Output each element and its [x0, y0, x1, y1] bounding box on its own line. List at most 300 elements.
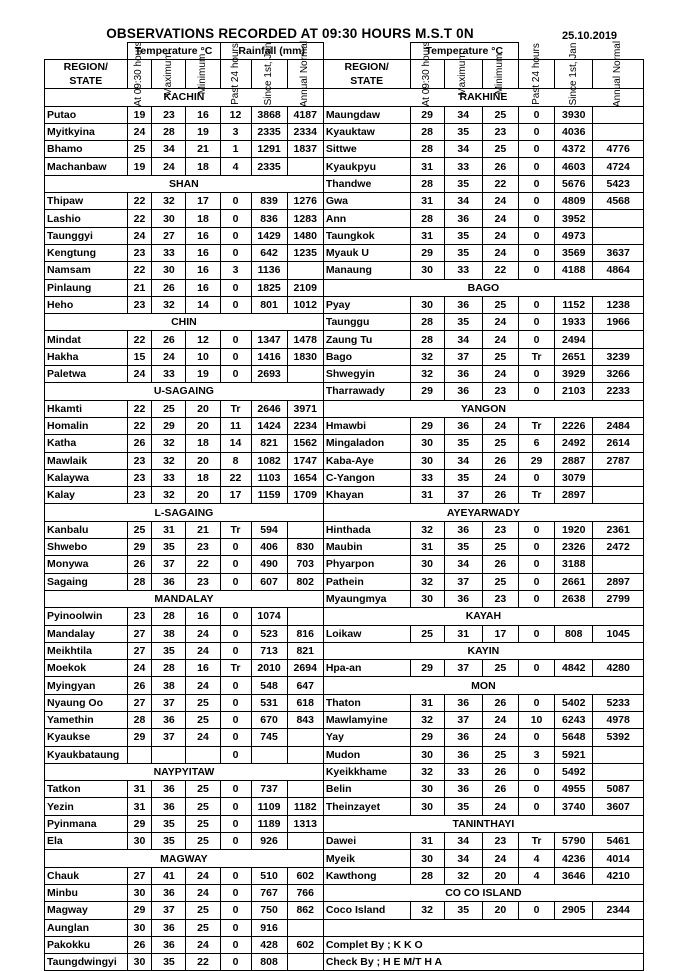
temp-0930-value: 23 [127, 608, 152, 625]
temp-min-value: 24 [482, 331, 518, 348]
rain-annual-normal-value: 843 [287, 711, 323, 728]
temp-0930-value: 27 [127, 694, 152, 711]
station-name: Taungdwingyi [45, 954, 128, 971]
rain-since-jan-value: 1074 [251, 608, 287, 625]
rain-annual-normal-value [287, 521, 323, 538]
station-name: Aunglan [45, 919, 128, 936]
temp-min-value: 24 [482, 366, 518, 383]
station-name: Hakha [45, 348, 128, 365]
temp-min-value: 24 [186, 729, 220, 746]
station-name: Chauk [45, 867, 128, 884]
rain-since-jan-value: 2494 [555, 331, 593, 348]
table-row [45, 625, 644, 642]
rain-annual-normal-value: 802 [287, 573, 323, 590]
rain-24h-value: 0 [220, 884, 251, 901]
temp-max-value: 35 [444, 227, 482, 244]
temp-0930-value: 28 [127, 573, 152, 590]
station-name: Kengtung [45, 244, 128, 261]
temp-min-value: 16 [186, 106, 220, 123]
table-row [45, 366, 644, 383]
rain-24h-value: 0 [518, 227, 554, 244]
rain-24h-value: 4 [220, 158, 251, 175]
temp-0930-value: 24 [127, 366, 152, 383]
temp-max-value: 34 [444, 331, 482, 348]
temp-0930-value: 27 [127, 867, 152, 884]
rain-since-jan-value: 2335 [251, 158, 287, 175]
temp-min-value: 12 [186, 331, 220, 348]
rain-annual-normal-value [287, 262, 323, 279]
rain-24h-value: 0 [518, 590, 554, 607]
rain-annual-normal-value: 1045 [593, 625, 644, 642]
temp-max-value: 35 [444, 244, 482, 261]
temp-max-value: 26 [152, 279, 186, 296]
temp-max-value: 38 [152, 625, 186, 642]
station-name: Mingaladon [323, 435, 410, 452]
temp-max-value: 28 [152, 660, 186, 677]
rain-since-jan-value: 2693 [251, 366, 287, 383]
temp-0930-value: 30 [410, 296, 444, 313]
table-row [45, 608, 644, 625]
station-name: Taungkok [323, 227, 410, 244]
section-header: SHAN [45, 175, 324, 192]
rain-annual-normal-value: 618 [287, 694, 323, 711]
temp-min-value: 24 [482, 244, 518, 261]
station-name: Machanbaw [45, 158, 128, 175]
col-annual-left: Annual Normal [287, 60, 323, 89]
rain-annual-normal-value [593, 106, 644, 123]
report-title: OBSERVATIONS RECORDED AT 09:30 HOURS M.S.T 0N [106, 26, 474, 41]
temp-max-value: 32 [152, 193, 186, 210]
rain-annual-normal-value: 4864 [593, 262, 644, 279]
temp-max-value: 32 [152, 296, 186, 313]
temp-0930-value: 26 [127, 936, 152, 953]
rain-since-jan-value: 4236 [555, 850, 593, 867]
rain-annual-normal-value: 1966 [593, 314, 644, 331]
station-name: Khayan [323, 487, 410, 504]
temp-min-value: 24 [482, 729, 518, 746]
temp-0930-value: 21 [127, 279, 152, 296]
rain-24h-value: 0 [518, 331, 554, 348]
rain-annual-normal-value [593, 331, 644, 348]
station-name: Kalaywa [45, 469, 128, 486]
temp-0930-value: 24 [127, 227, 152, 244]
table-row [45, 193, 644, 210]
rain-24h-value: 0 [220, 366, 251, 383]
rain-24h-value: 22 [220, 469, 251, 486]
rain-24h-value: 0 [220, 919, 251, 936]
rain-since-jan-value: 821 [251, 435, 287, 452]
temp-max-value: 34 [444, 556, 482, 573]
temp-min-value: 25 [186, 711, 220, 728]
rain-annual-normal-value: 2361 [593, 521, 644, 538]
temp-max-value: 35 [444, 314, 482, 331]
col-past24-right: Past 24 hours [518, 60, 554, 89]
rain-annual-normal-value: 1747 [287, 452, 323, 469]
observations-table [44, 42, 644, 971]
rain-24h-value: 0 [220, 244, 251, 261]
temp-0930-value: 31 [410, 694, 444, 711]
temp-max-value: 23 [152, 106, 186, 123]
rain-annual-normal-value: 1654 [287, 469, 323, 486]
rain-annual-normal-value: 1562 [287, 435, 323, 452]
section-header: YANGON [323, 400, 643, 417]
rain-annual-normal-value: 5392 [593, 729, 644, 746]
rain-annual-normal-value: 816 [287, 625, 323, 642]
col-max-left: Maximum [152, 60, 186, 89]
temp-max-value: 30 [152, 262, 186, 279]
rain-annual-normal-value: 5461 [593, 833, 644, 850]
temp-max-value: 33 [152, 366, 186, 383]
temp-0930-value: 28 [410, 141, 444, 158]
rain-annual-normal-value: 2109 [287, 279, 323, 296]
station-name: Pyay [323, 296, 410, 313]
temp-min-value: 16 [186, 244, 220, 261]
table-row [45, 106, 644, 123]
temp-min-value: 16 [186, 608, 220, 625]
temp-min-value: 24 [186, 936, 220, 953]
rain-24h-value: 4 [518, 850, 554, 867]
temp-0930-value: 28 [410, 867, 444, 884]
station-name: Myeik [323, 850, 410, 867]
temp-max-value: 37 [152, 729, 186, 746]
station-name: Taunggyi [45, 227, 128, 244]
temp-min-value: 24 [186, 884, 220, 901]
station-name: Meikhtila [45, 642, 128, 659]
temp-min-value: 23 [482, 123, 518, 140]
table-row [45, 175, 644, 192]
temp-min-value: 25 [186, 833, 220, 850]
station-name: Nyaung Oo [45, 694, 128, 711]
rain-24h-value: 0 [518, 383, 554, 400]
station-name: Dawei [323, 833, 410, 850]
rain-since-jan-value: 1933 [555, 314, 593, 331]
temp-max-value: 36 [444, 694, 482, 711]
section-header: L-SAGAING [45, 504, 324, 521]
rain-annual-normal-value: 1830 [287, 348, 323, 365]
temp-0930-value: 31 [127, 781, 152, 798]
temp-max-value: 36 [444, 296, 482, 313]
temp-min-value: 20 [186, 487, 220, 504]
temp-0930-value: 22 [127, 262, 152, 279]
rain-since-jan-value: 4188 [555, 262, 593, 279]
temp-0930-value: 29 [410, 660, 444, 677]
rain-since-jan-value: 1189 [251, 815, 287, 832]
station-name: Mudon [323, 746, 410, 763]
station-name: Bhamo [45, 141, 128, 158]
rain-since-jan-value: 2661 [555, 573, 593, 590]
section-header: MON [323, 677, 643, 694]
temp-max-value: 37 [444, 573, 482, 590]
rain-since-jan-value: 5492 [555, 763, 593, 780]
table-row [45, 746, 644, 763]
rain-annual-normal-value: 2472 [593, 539, 644, 556]
temp-0930-value: 31 [410, 487, 444, 504]
rain-24h-value: 0 [220, 348, 251, 365]
rain-24h-value: 8 [220, 452, 251, 469]
rain-since-jan-value: 750 [251, 902, 287, 919]
rain-annual-normal-value: 703 [287, 556, 323, 573]
rain-since-jan-value: 713 [251, 642, 287, 659]
temp-max-value: 36 [444, 417, 482, 434]
rain-annual-normal-value: 2614 [593, 435, 644, 452]
rain-annual-normal-value: 3637 [593, 244, 644, 261]
rain-annual-normal-value: 2897 [593, 573, 644, 590]
temp-max-value: 25 [152, 400, 186, 417]
station-name: Shwegyin [323, 366, 410, 383]
rain-24h-value: 0 [220, 711, 251, 728]
rain-since-jan-value: 916 [251, 919, 287, 936]
temp-min-value: 24 [482, 417, 518, 434]
rain-24h-value: 0 [220, 642, 251, 659]
rain-annual-normal-value: 2344 [593, 902, 644, 919]
temp-0930-value: 22 [127, 210, 152, 227]
rain-annual-normal-value: 4724 [593, 158, 644, 175]
rain-24h-value: 0 [220, 279, 251, 296]
rain-24h-value: 0 [220, 902, 251, 919]
rain-annual-normal-value [287, 608, 323, 625]
station-name: Myaungmya [323, 590, 410, 607]
rain-since-jan-value: 3930 [555, 106, 593, 123]
rain-annual-normal-value: 3266 [593, 366, 644, 383]
table-row [45, 123, 644, 140]
table-row [45, 244, 644, 261]
station-name: Mawlamyine [323, 711, 410, 728]
section-header: BAGO [323, 279, 643, 296]
temp-min-value: 25 [186, 694, 220, 711]
rain-24h-value: 0 [518, 539, 554, 556]
rain-since-jan-value: 3079 [555, 469, 593, 486]
rain-24h-value: Tr [220, 400, 251, 417]
rain-24h-value: 29 [518, 452, 554, 469]
rain-annual-normal-value [287, 729, 323, 746]
temp-0930-value: 28 [410, 331, 444, 348]
temp-0930-value: 30 [410, 746, 444, 763]
table-row [45, 348, 644, 365]
station-name: Pakokku [45, 936, 128, 953]
rain-24h-value: 0 [518, 262, 554, 279]
temp-max-value: 34 [152, 141, 186, 158]
station-name: Kyeikkhame [323, 763, 410, 780]
rain-since-jan-value: 808 [555, 625, 593, 642]
temp-min-value: 18 [186, 210, 220, 227]
rain-since-jan-value: 510 [251, 867, 287, 884]
section-header: MAGWAY [45, 850, 324, 867]
rain-annual-normal-value: 1238 [593, 296, 644, 313]
temp-min-value: 24 [482, 193, 518, 210]
rain-24h-value: 0 [518, 296, 554, 313]
col-sincejan-right: Since 1st, Jan [555, 60, 593, 89]
rain-24h-value: 3 [220, 262, 251, 279]
table-row [45, 954, 644, 971]
temp-max-value: 33 [444, 158, 482, 175]
temp-min-value: 18 [186, 469, 220, 486]
temp-min-value: 26 [482, 781, 518, 798]
temp-max-value: 27 [152, 227, 186, 244]
table-row [45, 884, 644, 901]
rain-24h-value: 17 [220, 487, 251, 504]
temp-max-value: 36 [444, 729, 482, 746]
rain-24h-value: 0 [518, 763, 554, 780]
rain-annual-normal-value [593, 487, 644, 504]
region-header-left: REGION/ STATE [45, 60, 128, 89]
rain-24h-value: 0 [220, 573, 251, 590]
rain-24h-value: 10 [518, 711, 554, 728]
station-name: Pathein [323, 573, 410, 590]
rain-24h-value: 0 [518, 123, 554, 140]
rain-24h-value: 0 [518, 141, 554, 158]
temp-0930-value: 29 [410, 244, 444, 261]
temp-min-value: 23 [186, 573, 220, 590]
station-name: Coco Island [323, 902, 410, 919]
table-row [45, 642, 644, 659]
table-row [45, 729, 644, 746]
table-row [45, 435, 644, 452]
rain-since-jan-value: 670 [251, 711, 287, 728]
section-header: AYEYARWADY [323, 504, 643, 521]
temp-max-value: 34 [444, 833, 482, 850]
temp-max-value: 35 [152, 642, 186, 659]
temp-0930-value: 31 [410, 193, 444, 210]
temp-max-value: 36 [444, 383, 482, 400]
temp-0930-value: 23 [127, 296, 152, 313]
temp-0930-value: 30 [410, 556, 444, 573]
blank-cell [323, 919, 643, 936]
temp-max-value: 37 [444, 660, 482, 677]
rain-since-jan-value: 1920 [555, 521, 593, 538]
rain-24h-value: 0 [220, 296, 251, 313]
rain-annual-normal-value [287, 919, 323, 936]
temp-0930-value: 29 [410, 417, 444, 434]
station-name: Pyinmana [45, 815, 128, 832]
rain-24h-value: 0 [220, 608, 251, 625]
table-row [45, 833, 644, 850]
rain-24h-value: 0 [518, 175, 554, 192]
temp-max-value: 31 [444, 625, 482, 642]
rain-since-jan-value: 1424 [251, 417, 287, 434]
col-at0930-left: At 09:30 hours [127, 60, 152, 89]
table-row [45, 487, 644, 504]
rain-since-jan-value: 2335 [251, 123, 287, 140]
rain-24h-value: 0 [518, 556, 554, 573]
col-past24-left: Past 24 hours [220, 60, 251, 89]
rain-since-jan-value: 607 [251, 573, 287, 590]
temp-0930-value: 22 [127, 417, 152, 434]
rain-annual-normal-value: 1235 [287, 244, 323, 261]
temp-min-value: 24 [482, 210, 518, 227]
temp-min-value: 23 [186, 539, 220, 556]
temp-0930-value: 32 [410, 763, 444, 780]
temp-max-value: 35 [152, 954, 186, 971]
rain-annual-normal-value [287, 833, 323, 850]
rain-since-jan-value: 4809 [555, 193, 593, 210]
rain-annual-normal-value: 5087 [593, 781, 644, 798]
rain-since-jan-value: 3740 [555, 798, 593, 815]
temp-0930-value: 30 [410, 435, 444, 452]
col-sincejan-left: Since 1st, Jan [251, 60, 287, 89]
report-date: 25.10.2019 [562, 30, 618, 42]
temp-0930-value: 30 [410, 850, 444, 867]
rain-since-jan-value: 1159 [251, 487, 287, 504]
rain-annual-normal-value: 602 [287, 867, 323, 884]
rain-annual-normal-value: 830 [287, 539, 323, 556]
table-row [45, 279, 644, 296]
rain-annual-normal-value: 647 [287, 677, 323, 694]
table-row [45, 763, 644, 780]
temp-max-value: 41 [152, 867, 186, 884]
temp-max-value: 36 [444, 781, 482, 798]
rain-since-jan-value: 406 [251, 539, 287, 556]
temp-min-value: 18 [186, 158, 220, 175]
table-row [45, 141, 644, 158]
temp-0930-value: 28 [127, 711, 152, 728]
table-row [45, 314, 644, 331]
station-name: Maungdaw [323, 106, 410, 123]
table-row [45, 296, 644, 313]
table-row [45, 383, 644, 400]
temp-max-value: 36 [152, 919, 186, 936]
temp-0930-value: 23 [127, 469, 152, 486]
temp-max-value: 32 [152, 452, 186, 469]
temp-min-value: 16 [186, 660, 220, 677]
temp-0930-value: 29 [127, 815, 152, 832]
temp-max-value: 34 [444, 452, 482, 469]
rain-since-jan-value: 1416 [251, 348, 287, 365]
station-name: Minbu [45, 884, 128, 901]
rain-annual-normal-value: 5233 [593, 694, 644, 711]
station-name: Shwebo [45, 539, 128, 556]
temp-max-value: 36 [152, 936, 186, 953]
temp-max-value: 37 [152, 694, 186, 711]
rain-since-jan-value: 428 [251, 936, 287, 953]
rain-since-jan-value: 5676 [555, 175, 593, 192]
temp-max-value: 35 [444, 469, 482, 486]
rain-since-jan-value: 3188 [555, 556, 593, 573]
table-row [45, 902, 644, 919]
rain-annual-normal-value [593, 227, 644, 244]
rain-annual-normal-value [287, 366, 323, 383]
rain-since-jan-value: 3929 [555, 366, 593, 383]
temp-min-value: 25 [482, 746, 518, 763]
temp-max-value: 34 [444, 850, 482, 867]
rain-since-jan-value: 642 [251, 244, 287, 261]
temp-min-value: 24 [482, 711, 518, 728]
temp-max-value: 36 [152, 884, 186, 901]
rain-since-jan-value: 4603 [555, 158, 593, 175]
temp-min-value: 19 [186, 123, 220, 140]
temp-0930-value [127, 746, 152, 763]
temp-max-value: 24 [152, 158, 186, 175]
rain-annual-normal-value: 1182 [287, 798, 323, 815]
rain-annual-normal-value: 1480 [287, 227, 323, 244]
rain-24h-value: 0 [220, 954, 251, 971]
table-row [45, 417, 644, 434]
temp-min-value: 25 [482, 141, 518, 158]
rain-24h-value: 0 [518, 694, 554, 711]
rain-annual-normal-value: 821 [287, 642, 323, 659]
station-name: Kyaukse [45, 729, 128, 746]
station-name: Maubin [323, 539, 410, 556]
temp-0930-value: 31 [127, 798, 152, 815]
rain-annual-normal-value [593, 763, 644, 780]
station-name: Yay [323, 729, 410, 746]
rain-24h-value: 0 [518, 210, 554, 227]
temp-max-value: 36 [444, 366, 482, 383]
temp-0930-value: 30 [410, 798, 444, 815]
temp-min-value: 26 [482, 763, 518, 780]
station-name: Myitkyina [45, 123, 128, 140]
station-name: Bago [323, 348, 410, 365]
temp-min-value: 21 [186, 141, 220, 158]
